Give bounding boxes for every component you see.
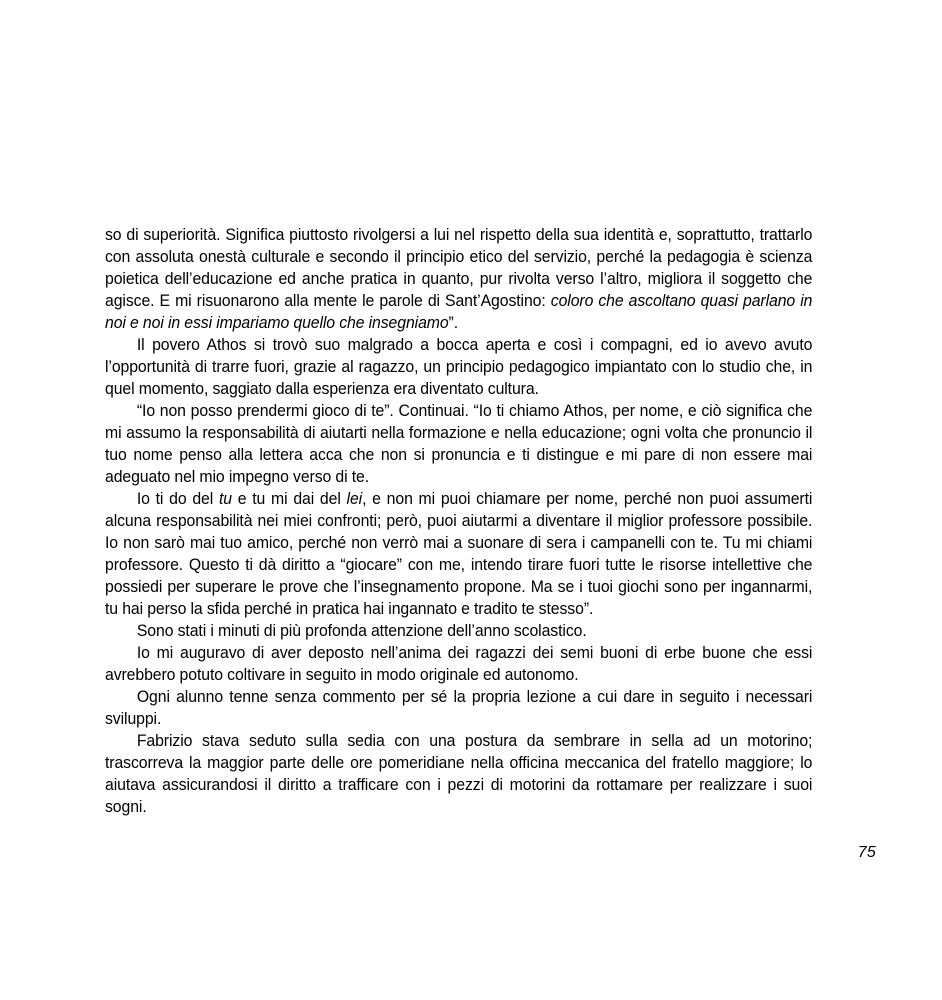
- paragraph: Fabrizio stava seduto sulla sedia con una postura da sembrare in sella ad un motorino; trascorreva la maggior parte delle ore pomeridiane nella officina meccanica del fratello maggiore; lo aiutava assicurandosi il diritto a trafficare con i pezzi di motorini da rottamare per realizzare i suoi sogni.: [105, 732, 813, 816]
- italic-run: lei: [346, 490, 363, 508]
- paragraph: Io ti do del tu e tu mi dai del lei, e non mi puoi chiamare per nome, perché non puoi assumerti alcuna responsabilità nei miei confronti; però, puoi aiutarmi a diventare il miglior professore possibile. Io non sarò mai tuo amico, perché non verrò mai a suonare di sera i campanelli con te. Tu mi chiami professore. Questo ti dà diritto a “giocare” con me, intendo tirare fuori tutte le risorse intellettive che possiedi per superare le prove che l’insegnamento propone. Ma se i tuoi giochi sono per ingannarmi, tu hai perso la sfida perché in pratica hai ingannato e tradito te stesso”.: [105, 490, 813, 618]
- paragraph: so di superiorità. Significa piuttosto rivolgersi a lui nel rispetto della sua identità e, soprattutto, trattarlo con assoluta onestà culturale e secondo il principio etico del servizio, perché la pedagogia è scienza poietica dell’educazione ed anche pratica in quanto, pur rivolta verso l’altro, migliora il soggetto che agisce. E mi risuonarono alla mente le parole di Sant’Agostino: coloro che ascoltano quasi parlano in noi e noi in essi impariamo quello che insegniamo”.: [105, 226, 813, 332]
- italic-run: tu: [218, 490, 232, 508]
- paragraph: Il povero Athos si trovò suo malgrado a bocca aperta e così i compagni, ed io avevo avuto l’opportunità di trarre fuori, grazie al ragazzo, un principio pedagogico impiantato con lo studio che, in quel momento, saggiato dalla esperienza era diventato cultura.: [105, 336, 813, 398]
- paragraph: Io mi auguravo di aver deposto nell’anima dei ragazzi dei semi buoni di erbe buone che essi avrebbero potuto coltivare in seguito in modo originale ed autonomo.: [105, 644, 813, 684]
- paragraph: Ogni alunno tenne senza commento per sé la propria lezione a cui dare in seguito i necessari sviluppi.: [105, 688, 813, 728]
- body-text-column: [105, 224, 812, 818]
- italic-run: coloro che ascoltano quasi parlano in noi e noi in essi impariamo quello che insegniamo: [105, 292, 813, 332]
- paragraph: Sono stati i minuti di più profonda attenzione dell’anno scolastico.: [136, 622, 587, 640]
- page-number: 75: [857, 844, 876, 861]
- paragraph: “Io non posso prendermi gioco di te”. Continuai. “Io ti chiamo Athos, per nome, e ciò significa che mi assumo la responsabilità di aiutarti nella formazione e nella educazione; ogni volta che pronuncio il tuo nome penso alla lettera acca che non si pronuncia e ti distingue e mi pare di non essere mai adeguato nel mio impegno verso di te.: [105, 402, 813, 486]
